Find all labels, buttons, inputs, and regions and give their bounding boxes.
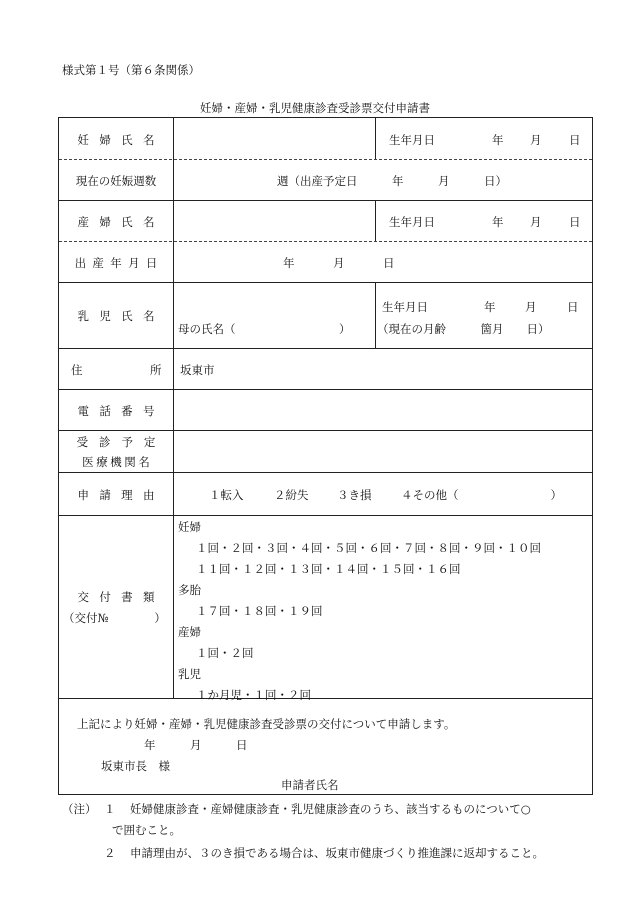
mother-name-label: 産婦氏名 xyxy=(77,215,165,229)
documents-mother-line-1[interactable]: １回・２回 xyxy=(196,646,254,660)
infant-birth-day-unit: 日 xyxy=(567,300,579,314)
note-1-number: １ xyxy=(104,802,116,816)
note-2-text: 申請理由が、３のき損である場合は、坂東市健康づくり推進課に返却すること。 xyxy=(130,846,544,860)
pregnant-birthdate-label: 生年月日 xyxy=(389,133,435,147)
declaration-date[interactable]: 年 月 日 xyxy=(144,738,248,752)
documents-group-infant-title: 乳児 xyxy=(178,667,201,681)
phone-label: 電話番号 xyxy=(77,404,165,418)
infant-birth-month-unit: 月 xyxy=(525,300,537,314)
pregnant-birth-day-unit: 日 xyxy=(569,133,581,147)
address-label-right: 所 xyxy=(150,363,162,377)
address-value[interactable]: 坂東市 xyxy=(180,363,215,377)
notes-prefix: （注） xyxy=(62,802,97,816)
applicant-name-label: 申請者氏名 xyxy=(281,778,339,792)
mother-birthdate-label: 生年月日 xyxy=(389,215,435,229)
gestation-week-label: 現在の妊娠週数 xyxy=(75,174,157,188)
clinic-label-line2: 医療機関名 xyxy=(82,455,153,469)
documents-pregnant-line-2[interactable]: １１回・１２回・１３回・１４回・１５回・１６回 xyxy=(196,562,461,576)
clinic-field[interactable] xyxy=(174,431,591,471)
infant-birthdate-label: 生年月日 xyxy=(382,300,428,314)
mother-birth-year-unit: 年 xyxy=(492,215,504,229)
documents-group-pregnant-title: 妊婦 xyxy=(178,520,201,534)
reason-option-other[interactable]: ４その他（ ） xyxy=(401,488,562,502)
form-number: 様式第１号（第６条関係） xyxy=(62,63,200,77)
documents-label: 交付書類 xyxy=(77,590,165,604)
declaration-text: 上記により妊婦・産婦・乳児健康診査受診票の交付について申請します。 xyxy=(77,717,456,731)
note-1-text: 妊婦健康診査・産婦健康診査・乳児健康診査のうち、該当するものについて○ xyxy=(130,802,531,816)
gestation-week-field[interactable]: 週（出産予定日 年 月 日） xyxy=(277,174,507,188)
infant-birth-year-unit: 年 xyxy=(484,300,496,314)
declaration-addressee: 坂東市長 様 xyxy=(101,759,170,773)
pregnant-birth-year-unit: 年 xyxy=(492,133,504,147)
delivery-day-unit[interactable]: 日 xyxy=(383,256,395,270)
note-2-number: ２ xyxy=(104,846,116,860)
reason-option-damaged[interactable]: ３き損 xyxy=(337,488,372,502)
documents-infant-line-1[interactable]: １か月児・１回・２回 xyxy=(196,688,311,702)
reason-option-transfer[interactable]: １転入 xyxy=(209,488,244,502)
infant-name-label: 乳児氏名 xyxy=(77,309,165,323)
documents-multiple-line-1[interactable]: １７回・１８回・１９回 xyxy=(196,604,323,618)
delivery-month-unit[interactable]: 月 xyxy=(333,256,345,270)
document-title: 妊婦・産婦・乳児健康診査受診票交付申請書 xyxy=(200,101,430,115)
delivery-year-unit[interactable]: 年 xyxy=(283,256,295,270)
reason-label: 申請理由 xyxy=(77,488,165,502)
note-1-text-cont: で囲むこと。 xyxy=(112,823,181,837)
pregnant-name-field[interactable] xyxy=(174,119,374,158)
pregnant-birth-month-unit: 月 xyxy=(530,133,542,147)
reason-option-lost[interactable]: ２紛失 xyxy=(274,488,309,502)
infant-current-age[interactable]: （現在の月齢 箇月 日） xyxy=(377,322,550,336)
documents-group-multiple-title: 多胎 xyxy=(178,583,201,597)
documents-issue-number: （交付№ ） xyxy=(63,611,166,625)
pregnant-name-label: 妊婦氏名 xyxy=(77,133,165,147)
mother-birth-month-unit: 月 xyxy=(530,215,542,229)
documents-pregnant-line-1[interactable]: １回・２回・３回・４回・５回・６回・７回・８回・９回・１０回 xyxy=(196,541,541,555)
infant-mother-name-field[interactable]: 母の氏名（ ） xyxy=(178,322,351,336)
clinic-label-line1: 受診予定 xyxy=(76,435,167,449)
application-form-table xyxy=(58,117,593,795)
delivery-date-label: 出産年月日 xyxy=(74,256,164,270)
phone-field[interactable] xyxy=(174,390,591,429)
mother-birth-day-unit: 日 xyxy=(569,215,581,229)
address-label-left: 住 xyxy=(71,363,83,377)
documents-group-mother-title: 産婦 xyxy=(178,625,201,639)
mother-name-field[interactable] xyxy=(174,201,374,240)
